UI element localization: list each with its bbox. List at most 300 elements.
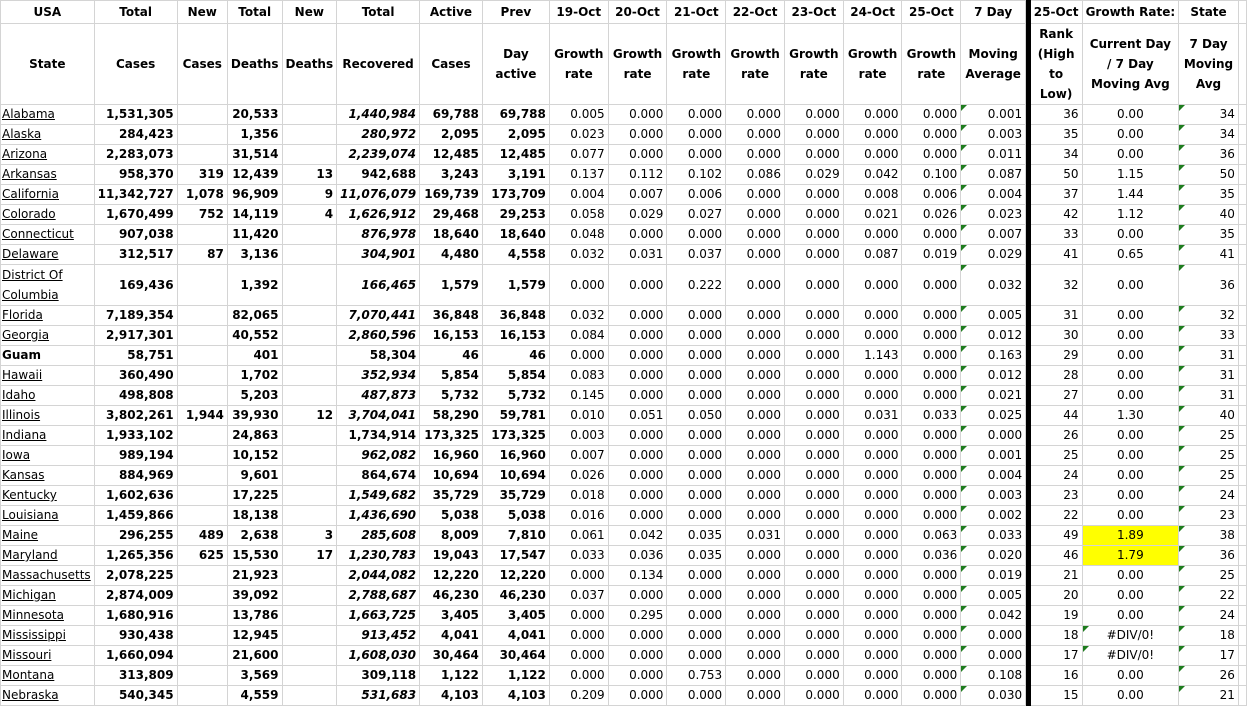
g24-cell[interactable]: 0.000 xyxy=(843,546,902,566)
header-prev-day-active[interactable]: Prev xyxy=(482,1,549,24)
ratio-cell[interactable]: 0.00 xyxy=(1082,586,1179,606)
g20-cell[interactable]: 0.007 xyxy=(608,185,667,205)
g19-cell[interactable]: 0.000 xyxy=(549,265,608,306)
ma7-cell[interactable]: 0.000 xyxy=(961,646,1026,666)
state-ma-cell[interactable]: 25 xyxy=(1179,426,1239,446)
state-ma-cell[interactable]: 36 xyxy=(1179,546,1239,566)
state-ma-cell[interactable]: 40 xyxy=(1179,205,1239,225)
g25-cell[interactable]: 0.000 xyxy=(902,666,961,686)
rank-cell[interactable]: 21 xyxy=(1030,566,1082,586)
g21-cell[interactable]: 0.222 xyxy=(667,265,726,306)
state-link[interactable]: Montana xyxy=(2,668,55,682)
prev-active-cell[interactable]: 10,694 xyxy=(482,466,549,486)
state-cell[interactable] xyxy=(1,686,95,706)
ratio-cell[interactable]: 0.00 xyxy=(1082,566,1179,586)
header-total-recovered[interactable]: Recovered xyxy=(337,24,420,105)
new-cases-cell[interactable] xyxy=(177,566,227,586)
g22-cell[interactable]: 0.000 xyxy=(726,646,785,666)
total-deaths-cell[interactable]: 401 xyxy=(227,346,282,366)
g20-cell[interactable]: 0.000 xyxy=(608,646,667,666)
state-ma-cell[interactable]: 32 xyxy=(1179,306,1239,326)
rank-cell[interactable]: 15 xyxy=(1030,686,1082,706)
active-cell[interactable]: 5,038 xyxy=(420,506,483,526)
g22-cell[interactable]: 0.000 xyxy=(726,386,785,406)
g20-cell[interactable]: 0.000 xyxy=(608,306,667,326)
new-cases-cell[interactable]: 625 xyxy=(177,546,227,566)
g21-cell[interactable]: 0.000 xyxy=(667,506,726,526)
header-new-deaths[interactable]: Deaths xyxy=(282,24,337,105)
prev-active-cell[interactable]: 4,558 xyxy=(482,245,549,265)
total-deaths-cell[interactable]: 3,569 xyxy=(227,666,282,686)
rank-cell[interactable]: 41 xyxy=(1030,245,1082,265)
total-deaths-cell[interactable]: 1,702 xyxy=(227,366,282,386)
empty-cell[interactable] xyxy=(1238,326,1246,346)
state-link[interactable]: Missouri xyxy=(2,648,52,662)
rank-cell[interactable]: 32 xyxy=(1030,265,1082,306)
g24-cell[interactable]: 0.000 xyxy=(843,426,902,446)
g20-cell[interactable]: 0.000 xyxy=(608,386,667,406)
total-deaths-cell[interactable]: 39,930 xyxy=(227,406,282,426)
new-cases-cell[interactable] xyxy=(177,366,227,386)
g23-cell[interactable]: 0.000 xyxy=(784,346,843,366)
active-cell[interactable]: 12,220 xyxy=(420,566,483,586)
g19-cell[interactable]: 0.209 xyxy=(549,686,608,706)
g19-cell[interactable]: 0.145 xyxy=(549,386,608,406)
ma7-cell[interactable]: 0.004 xyxy=(961,185,1026,205)
g23-cell[interactable]: 0.000 xyxy=(784,225,843,245)
new-cases-cell[interactable]: 1,078 xyxy=(177,185,227,205)
rank-cell[interactable]: 42 xyxy=(1030,205,1082,225)
prev-active-cell[interactable]: 7,810 xyxy=(482,526,549,546)
state-ma-cell[interactable]: 31 xyxy=(1179,346,1239,366)
ma7-cell[interactable]: 0.042 xyxy=(961,606,1026,626)
new-cases-cell[interactable]: 489 xyxy=(177,526,227,546)
new-cases-cell[interactable] xyxy=(177,626,227,646)
g19-cell[interactable]: 0.058 xyxy=(549,205,608,225)
header-new-cases[interactable]: New xyxy=(177,1,227,24)
header-growth-22-oct[interactable]: Growth rate xyxy=(726,24,785,105)
total-deaths-cell[interactable]: 40,552 xyxy=(227,326,282,346)
g23-cell[interactable]: 0.000 xyxy=(784,686,843,706)
state-link[interactable]: Illinois xyxy=(2,408,41,422)
total-cases-cell[interactable]: 1,680,916 xyxy=(94,606,177,626)
rank-cell[interactable]: 16 xyxy=(1030,666,1082,686)
new-cases-cell[interactable] xyxy=(177,125,227,145)
header-growth-22-oct[interactable]: 22-Oct xyxy=(726,1,785,24)
g24-cell[interactable]: 0.000 xyxy=(843,626,902,646)
new-deaths-cell[interactable] xyxy=(282,386,337,406)
rank-cell[interactable]: 18 xyxy=(1030,626,1082,646)
state-ma-cell[interactable]: 24 xyxy=(1179,606,1239,626)
new-deaths-cell[interactable] xyxy=(282,466,337,486)
header-state[interactable]: USA xyxy=(1,1,95,24)
g21-cell[interactable]: 0.000 xyxy=(667,326,726,346)
g19-cell[interactable]: 0.033 xyxy=(549,546,608,566)
empty-cell[interactable] xyxy=(1238,526,1246,546)
g25-cell[interactable]: 0.000 xyxy=(902,466,961,486)
g19-cell[interactable]: 0.000 xyxy=(549,646,608,666)
g20-cell[interactable]: 0.000 xyxy=(608,326,667,346)
new-deaths-cell[interactable] xyxy=(282,346,337,366)
active-cell[interactable]: 58,290 xyxy=(420,406,483,426)
header-growth-21-oct[interactable]: Growth rate xyxy=(667,24,726,105)
ratio-cell[interactable]: 0.00 xyxy=(1082,125,1179,145)
g20-cell[interactable]: 0.031 xyxy=(608,245,667,265)
g21-cell[interactable]: 0.000 xyxy=(667,646,726,666)
prev-active-cell[interactable]: 30,464 xyxy=(482,646,549,666)
ma7-cell[interactable]: 0.001 xyxy=(961,105,1026,125)
ma7-cell[interactable]: 0.003 xyxy=(961,125,1026,145)
empty-cell[interactable] xyxy=(1238,486,1246,506)
prev-active-cell[interactable]: 2,095 xyxy=(482,125,549,145)
total-cases-cell[interactable]: 3,802,261 xyxy=(94,406,177,426)
g24-cell[interactable]: 0.087 xyxy=(843,245,902,265)
state-link[interactable]: Connecticut xyxy=(2,227,74,241)
total-cases-cell[interactable]: 540,345 xyxy=(94,686,177,706)
g19-cell[interactable]: 0.007 xyxy=(549,446,608,466)
g21-cell[interactable]: 0.000 xyxy=(667,566,726,586)
g19-cell[interactable]: 0.000 xyxy=(549,666,608,686)
ratio-cell[interactable]: 0.00 xyxy=(1082,446,1179,466)
g24-cell[interactable]: 0.000 xyxy=(843,366,902,386)
total-deaths-cell[interactable]: 82,065 xyxy=(227,306,282,326)
recovered-cell[interactable]: 1,230,783 xyxy=(337,546,420,566)
header-state-7day-moving-avg[interactable]: 7 Day Moving Avg xyxy=(1179,24,1239,105)
ratio-cell[interactable]: 0.00 xyxy=(1082,686,1179,706)
state-link[interactable]: Kansas xyxy=(2,468,45,482)
new-deaths-cell[interactable] xyxy=(282,606,337,626)
g20-cell[interactable]: 0.051 xyxy=(608,406,667,426)
g25-cell[interactable]: 0.006 xyxy=(902,185,961,205)
g20-cell[interactable]: 0.000 xyxy=(608,346,667,366)
ratio-cell[interactable]: 0.00 xyxy=(1082,326,1179,346)
g23-cell[interactable]: 0.000 xyxy=(784,386,843,406)
g23-cell[interactable]: 0.000 xyxy=(784,125,843,145)
new-deaths-cell[interactable] xyxy=(282,145,337,165)
recovered-cell[interactable]: 352,934 xyxy=(337,366,420,386)
total-cases-cell[interactable]: 1,531,305 xyxy=(94,105,177,125)
active-cell[interactable]: 36,848 xyxy=(420,306,483,326)
state-cell[interactable] xyxy=(1,165,95,185)
g24-cell[interactable]: 0.000 xyxy=(843,265,902,306)
g21-cell[interactable]: 0.035 xyxy=(667,546,726,566)
g21-cell[interactable]: 0.753 xyxy=(667,666,726,686)
total-cases-cell[interactable]: 58,751 xyxy=(94,346,177,366)
state-ma-cell[interactable]: 22 xyxy=(1179,586,1239,606)
ratio-cell[interactable]: 0.00 xyxy=(1082,105,1179,125)
g23-cell[interactable]: 0.000 xyxy=(784,526,843,546)
header-growth-20-oct[interactable]: Growth rate xyxy=(608,24,667,105)
active-cell[interactable]: 3,405 xyxy=(420,606,483,626)
g23-cell[interactable]: 0.000 xyxy=(784,566,843,586)
ratio-cell[interactable]: 0.00 xyxy=(1082,466,1179,486)
g24-cell[interactable]: 0.000 xyxy=(843,506,902,526)
g24-cell[interactable]: 0.000 xyxy=(843,526,902,546)
recovered-cell[interactable]: 1,734,914 xyxy=(337,426,420,446)
new-deaths-cell[interactable]: 3 xyxy=(282,526,337,546)
state-ma-cell[interactable]: 26 xyxy=(1179,666,1239,686)
header-growth-24-oct[interactable]: 24-Oct xyxy=(843,1,902,24)
ma7-cell[interactable]: 0.000 xyxy=(961,426,1026,446)
ma7-cell[interactable]: 0.032 xyxy=(961,265,1026,306)
g21-cell[interactable]: 0.000 xyxy=(667,446,726,466)
g21-cell[interactable]: 0.006 xyxy=(667,185,726,205)
g21-cell[interactable]: 0.000 xyxy=(667,306,726,326)
g23-cell[interactable]: 0.000 xyxy=(784,406,843,426)
new-deaths-cell[interactable] xyxy=(282,566,337,586)
recovered-cell[interactable]: 285,608 xyxy=(337,526,420,546)
active-cell[interactable]: 35,729 xyxy=(420,486,483,506)
g23-cell[interactable]: 0.029 xyxy=(784,165,843,185)
header-state-7day-moving-avg[interactable]: State xyxy=(1179,1,1239,24)
total-deaths-cell[interactable]: 17,225 xyxy=(227,486,282,506)
ratio-cell[interactable]: #DIV/0! xyxy=(1082,646,1179,666)
new-deaths-cell[interactable] xyxy=(282,366,337,386)
recovered-cell[interactable]: 11,076,079 xyxy=(337,185,420,205)
ratio-cell[interactable]: 0.00 xyxy=(1082,486,1179,506)
g25-cell[interactable]: 0.000 xyxy=(902,646,961,666)
prev-active-cell[interactable]: 17,547 xyxy=(482,546,549,566)
ma7-cell[interactable]: 0.012 xyxy=(961,326,1026,346)
state-link[interactable]: Alaska xyxy=(2,127,42,141)
total-cases-cell[interactable]: 169,436 xyxy=(94,265,177,306)
g19-cell[interactable]: 0.077 xyxy=(549,145,608,165)
new-deaths-cell[interactable]: 12 xyxy=(282,406,337,426)
g23-cell[interactable]: 0.000 xyxy=(784,326,843,346)
g25-cell[interactable]: 0.000 xyxy=(902,446,961,466)
empty-cell[interactable] xyxy=(1238,686,1246,706)
new-deaths-cell[interactable] xyxy=(282,426,337,446)
g20-cell[interactable]: 0.000 xyxy=(608,686,667,706)
g25-cell[interactable]: 0.000 xyxy=(902,686,961,706)
g25-cell[interactable]: 0.036 xyxy=(902,546,961,566)
total-cases-cell[interactable]: 2,874,009 xyxy=(94,586,177,606)
rank-cell[interactable]: 23 xyxy=(1030,486,1082,506)
g22-cell[interactable]: 0.000 xyxy=(726,265,785,306)
g20-cell[interactable]: 0.000 xyxy=(608,145,667,165)
total-cases-cell[interactable]: 313,809 xyxy=(94,666,177,686)
state-ma-cell[interactable]: 36 xyxy=(1179,145,1239,165)
g25-cell[interactable]: 0.000 xyxy=(902,486,961,506)
empty-cell[interactable] xyxy=(1238,386,1246,406)
state-ma-cell[interactable]: 25 xyxy=(1179,566,1239,586)
header-growth-23-oct[interactable]: 23-Oct xyxy=(784,1,843,24)
g24-cell[interactable]: 0.008 xyxy=(843,185,902,205)
state-ma-cell[interactable]: 40 xyxy=(1179,406,1239,426)
ma7-cell[interactable]: 0.005 xyxy=(961,586,1026,606)
state-link[interactable]: California xyxy=(2,187,59,201)
g19-cell[interactable]: 0.061 xyxy=(549,526,608,546)
new-deaths-cell[interactable] xyxy=(282,626,337,646)
empty-column-header[interactable] xyxy=(1238,24,1246,105)
state-link[interactable]: Delaware xyxy=(2,247,59,261)
new-cases-cell[interactable] xyxy=(177,105,227,125)
ratio-cell-highlighted[interactable]: 1.89 xyxy=(1082,526,1179,546)
empty-cell[interactable] xyxy=(1238,506,1246,526)
new-cases-cell[interactable] xyxy=(177,326,227,346)
recovered-cell[interactable]: 1,626,912 xyxy=(337,205,420,225)
state-cell[interactable] xyxy=(1,606,95,626)
header-prev-day-active[interactable]: Day active xyxy=(482,24,549,105)
new-deaths-cell[interactable] xyxy=(282,105,337,125)
g20-cell[interactable]: 0.000 xyxy=(608,506,667,526)
prev-active-cell[interactable]: 173,325 xyxy=(482,426,549,446)
g20-cell[interactable]: 0.000 xyxy=(608,666,667,686)
total-deaths-cell[interactable]: 9,601 xyxy=(227,466,282,486)
rank-cell[interactable]: 26 xyxy=(1030,426,1082,446)
empty-cell[interactable] xyxy=(1238,406,1246,426)
total-deaths-cell[interactable]: 1,356 xyxy=(227,125,282,145)
g25-cell[interactable]: 0.000 xyxy=(902,145,961,165)
header-new-cases[interactable]: Cases xyxy=(177,24,227,105)
state-ma-cell[interactable]: 41 xyxy=(1179,245,1239,265)
prev-active-cell[interactable]: 5,038 xyxy=(482,506,549,526)
g19-cell[interactable]: 0.000 xyxy=(549,626,608,646)
recovered-cell[interactable]: 7,070,441 xyxy=(337,306,420,326)
g25-cell[interactable]: 0.000 xyxy=(902,366,961,386)
state-link[interactable]: Kentucky xyxy=(2,488,57,502)
g20-cell[interactable]: 0.000 xyxy=(608,466,667,486)
g19-cell[interactable]: 0.137 xyxy=(549,165,608,185)
recovered-cell[interactable]: 280,972 xyxy=(337,125,420,145)
ma7-cell[interactable]: 0.002 xyxy=(961,506,1026,526)
total-cases-cell[interactable]: 2,078,225 xyxy=(94,566,177,586)
total-cases-cell[interactable]: 1,459,866 xyxy=(94,506,177,526)
total-cases-cell[interactable]: 11,342,727 xyxy=(94,185,177,205)
new-deaths-cell[interactable] xyxy=(282,265,337,306)
rank-cell[interactable]: 35 xyxy=(1030,125,1082,145)
active-cell[interactable]: 169,739 xyxy=(420,185,483,205)
ma7-cell[interactable]: 0.001 xyxy=(961,446,1026,466)
recovered-cell[interactable]: 942,688 xyxy=(337,165,420,185)
active-cell[interactable]: 4,480 xyxy=(420,245,483,265)
total-deaths-cell[interactable]: 3,136 xyxy=(227,245,282,265)
recovered-cell[interactable]: 913,452 xyxy=(337,626,420,646)
g24-cell[interactable]: 0.000 xyxy=(843,125,902,145)
active-cell[interactable]: 69,788 xyxy=(420,105,483,125)
header-growth-25-oct[interactable]: 25-Oct xyxy=(902,1,961,24)
g24-cell[interactable]: 0.000 xyxy=(843,466,902,486)
total-cases-cell[interactable]: 1,660,094 xyxy=(94,646,177,666)
empty-cell[interactable] xyxy=(1238,606,1246,626)
new-cases-cell[interactable]: 319 xyxy=(177,165,227,185)
state-link[interactable]: Mississippi xyxy=(2,628,66,642)
active-cell[interactable]: 46,230 xyxy=(420,586,483,606)
g22-cell[interactable]: 0.000 xyxy=(726,205,785,225)
prev-active-cell[interactable]: 46 xyxy=(482,346,549,366)
state-cell[interactable] xyxy=(1,125,95,145)
g24-cell[interactable]: 0.000 xyxy=(843,446,902,466)
state-link[interactable]: Maryland xyxy=(2,548,58,562)
header-active-cases[interactable]: Active xyxy=(420,1,483,24)
g23-cell[interactable]: 0.000 xyxy=(784,366,843,386)
new-deaths-cell[interactable] xyxy=(282,225,337,245)
header-state[interactable]: State xyxy=(1,24,95,105)
active-cell[interactable]: 2,095 xyxy=(420,125,483,145)
g23-cell[interactable]: 0.000 xyxy=(784,426,843,446)
rank-cell[interactable]: 24 xyxy=(1030,466,1082,486)
state-cell[interactable] xyxy=(1,546,95,566)
new-deaths-cell[interactable] xyxy=(282,486,337,506)
prev-active-cell[interactable]: 1,122 xyxy=(482,666,549,686)
g24-cell[interactable]: 0.000 xyxy=(843,566,902,586)
active-cell[interactable]: 8,009 xyxy=(420,526,483,546)
rank-cell[interactable]: 30 xyxy=(1030,326,1082,346)
rank-cell[interactable]: 19 xyxy=(1030,606,1082,626)
empty-cell[interactable] xyxy=(1238,346,1246,366)
g23-cell[interactable]: 0.000 xyxy=(784,546,843,566)
state-link[interactable]: Colorado xyxy=(2,207,56,221)
g22-cell[interactable]: 0.000 xyxy=(726,426,785,446)
total-cases-cell[interactable]: 1,933,102 xyxy=(94,426,177,446)
g24-cell[interactable]: 0.031 xyxy=(843,406,902,426)
header-growth-21-oct[interactable]: 21-Oct xyxy=(667,1,726,24)
ratio-cell[interactable]: 0.65 xyxy=(1082,245,1179,265)
rank-cell[interactable]: 44 xyxy=(1030,406,1082,426)
active-cell[interactable]: 4,041 xyxy=(420,626,483,646)
g20-cell[interactable]: 0.029 xyxy=(608,205,667,225)
new-cases-cell[interactable] xyxy=(177,386,227,406)
state-cell[interactable] xyxy=(1,486,95,506)
g25-cell[interactable]: 0.000 xyxy=(902,265,961,306)
new-cases-cell[interactable] xyxy=(177,265,227,306)
g19-cell[interactable]: 0.000 xyxy=(549,566,608,586)
total-cases-cell[interactable]: 2,283,073 xyxy=(94,145,177,165)
g20-cell[interactable]: 0.295 xyxy=(608,606,667,626)
new-cases-cell[interactable] xyxy=(177,446,227,466)
state-ma-cell[interactable]: 35 xyxy=(1179,185,1239,205)
ma7-cell[interactable]: 0.019 xyxy=(961,566,1026,586)
ratio-cell[interactable]: 0.00 xyxy=(1082,306,1179,326)
active-cell[interactable]: 29,468 xyxy=(420,205,483,225)
header-rank[interactable]: Rank (High to Low) xyxy=(1030,24,1082,105)
g24-cell[interactable]: 0.042 xyxy=(843,165,902,185)
new-cases-cell[interactable] xyxy=(177,306,227,326)
ratio-cell[interactable]: 0.00 xyxy=(1082,426,1179,446)
state-ma-cell[interactable]: 21 xyxy=(1179,686,1239,706)
g19-cell[interactable]: 0.000 xyxy=(549,606,608,626)
g22-cell[interactable]: 0.000 xyxy=(726,105,785,125)
new-deaths-cell[interactable] xyxy=(282,245,337,265)
total-deaths-cell[interactable]: 20,533 xyxy=(227,105,282,125)
state-cell[interactable] xyxy=(1,346,95,366)
g25-cell[interactable]: 0.000 xyxy=(902,326,961,346)
g22-cell[interactable]: 0.000 xyxy=(726,446,785,466)
g25-cell[interactable]: 0.063 xyxy=(902,526,961,546)
state-cell[interactable] xyxy=(1,566,95,586)
recovered-cell[interactable]: 1,440,984 xyxy=(337,105,420,125)
empty-cell[interactable] xyxy=(1238,586,1246,606)
g19-cell[interactable]: 0.004 xyxy=(549,185,608,205)
state-link[interactable]: Louisiana xyxy=(2,508,59,522)
g23-cell[interactable]: 0.000 xyxy=(784,446,843,466)
new-deaths-cell[interactable] xyxy=(282,125,337,145)
state-cell[interactable] xyxy=(1,205,95,225)
g25-cell[interactable]: 0.100 xyxy=(902,165,961,185)
g25-cell[interactable]: 0.000 xyxy=(902,566,961,586)
g22-cell[interactable]: 0.000 xyxy=(726,245,785,265)
total-deaths-cell[interactable]: 21,923 xyxy=(227,566,282,586)
ma7-cell[interactable]: 0.020 xyxy=(961,546,1026,566)
prev-active-cell[interactable]: 5,732 xyxy=(482,386,549,406)
prev-active-cell[interactable]: 59,781 xyxy=(482,406,549,426)
active-cell[interactable]: 10,694 xyxy=(420,466,483,486)
g24-cell[interactable]: 0.000 xyxy=(843,606,902,626)
g21-cell[interactable]: 0.000 xyxy=(667,125,726,145)
header-rank[interactable]: 25-Oct xyxy=(1030,1,1082,24)
g25-cell[interactable]: 0.000 xyxy=(902,506,961,526)
g19-cell[interactable]: 0.003 xyxy=(549,426,608,446)
